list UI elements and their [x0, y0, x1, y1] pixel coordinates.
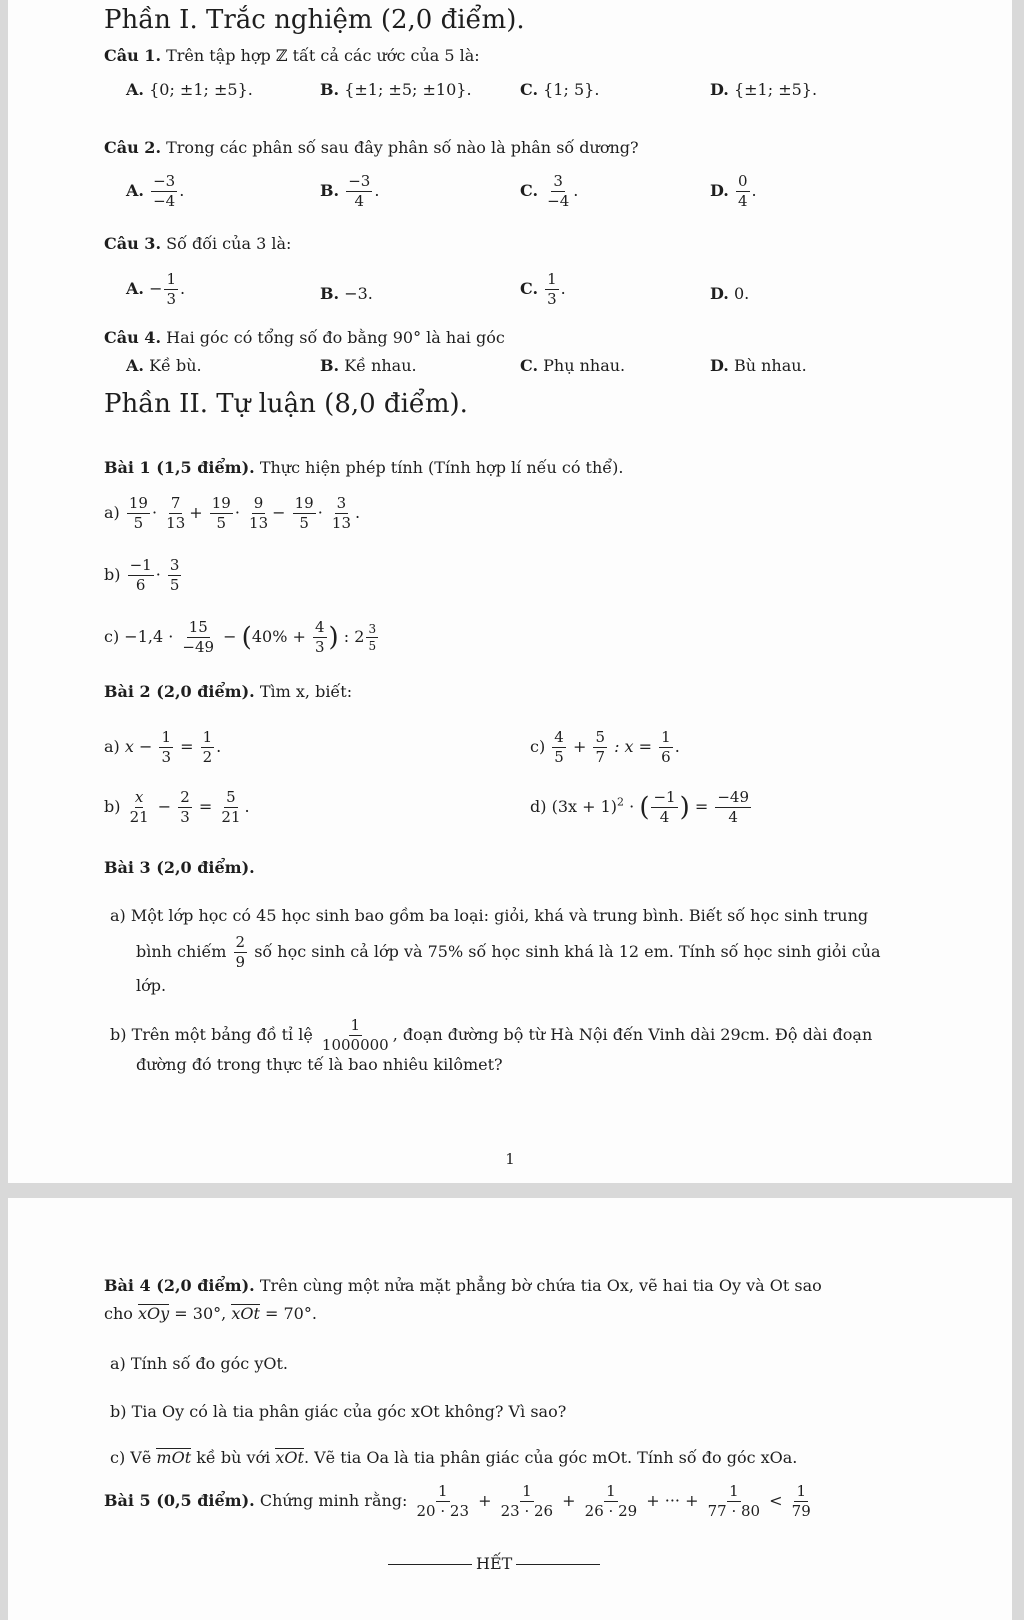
bai2-b: b) $\frac{x}{21}$ − $\frac{2}{3}$ = $\frac{5}{21}$ .: [104, 788, 250, 826]
q4-label: Câu 4.: [104, 328, 162, 347]
q1-stem: [104, 46, 480, 66]
bai2-c: c) $\frac{4}{5}$ + $\frac{5}{7}$ : x = $\frac{1}{6}$ .: [530, 728, 680, 766]
bai3-a-line2: bình chiếm $\frac{2}{9}$ số học sinh cả lớp và 75% số học sinh khá là 12 em. Tính số học sinh giỏi của: [136, 933, 881, 971]
q2-option-d: D. $\frac{0}{4}$ .: [710, 172, 757, 210]
bai4-a: a) Tính số đo góc yOt.: [110, 1354, 288, 1373]
bai2-stem: [104, 682, 352, 702]
bai3-b-line2: đường đó trong thực tế là bao nhiêu kilômet?: [136, 1055, 503, 1074]
page-number: 1: [505, 1150, 515, 1168]
q2-label: Câu 2.: [104, 138, 162, 157]
q3-option-a: A. − $\frac{1}{3}$ .: [126, 270, 186, 308]
q4-option-c: C. Phụ nhau.: [520, 356, 626, 375]
exam-page-1: [8, 0, 1012, 1183]
q4-option-a: A. Kề bù.: [126, 356, 202, 375]
bai2-d: d) $(3x + 1)^2$ · ( $\frac{-1}{4}$ ) = $\frac{-49}{4}$: [530, 788, 749, 826]
q3-label: Câu 3.: [104, 234, 162, 253]
q3-option-d: D. 0.: [710, 284, 750, 303]
bai2-label: Bài 2 (2,0 điểm).: [104, 682, 255, 701]
bai4-text: Trên cùng một nửa mặt phẳng bờ chứa tia Ox, vẽ hai tia Oy và Ot sao: [259, 1276, 822, 1295]
bai5-text: Chứng minh rằng:: [259, 1491, 408, 1510]
bai5: Bài 5 (0,5 điểm). Chứng minh rằng: $\frac{1}{20 \cdot 23}$ + $\frac{1}{23 \cdot 26}$ + $\frac{1}{26 \cdot 29}$ + ··· + $\frac{1}{77 \cdot 80}$ < $\frac{1}{79}$: [104, 1482, 811, 1520]
end-marker: HẾT: [384, 1554, 604, 1574]
q1-text: Trên tập hợp ℤ tất cả các ước của 5 là:: [166, 46, 480, 65]
part2-title: Phần II. Tự luận (8,0 điểm).: [104, 389, 468, 419]
bai1-text: Thực hiện phép tính (Tính hợp lí nếu có thể).: [259, 458, 624, 477]
q3-text: Số đối của 3 là:: [166, 234, 292, 253]
bai4-b: b) Tia Oy có là tia phân giác của góc xOt không? Vì sao?: [110, 1402, 567, 1421]
bai1-c: c) −1,4 · $\frac{15}{-49}$ − (40% + $\frac{4}{3}$ ) : 2 $\frac{3}{5}$: [104, 618, 377, 656]
q2-option-c: C. $\frac{3}{-4}$ .: [520, 172, 579, 210]
q1-option-c: C. {1; 5}.: [520, 80, 600, 99]
end-rule-right: [516, 1564, 600, 1565]
q4-option-b: B. Kề nhau.: [320, 356, 417, 375]
bai3-b-line1: b) Trên một bảng đồ tỉ lệ $\frac{1}{1000000}$ , đoạn đường bộ từ Hà Nội đến Vinh dài 29cm. Độ dài đoạn: [110, 1016, 873, 1054]
bai3-a-line3: lớp.: [136, 976, 167, 995]
q1-option-b: B. {±1; ±5; ±10}.: [320, 80, 472, 99]
bai3-label: Bài 3 (2,0 điểm).: [104, 858, 255, 877]
bai4-line2: cho xOy = 30°, xOt = 70°.: [104, 1304, 317, 1323]
q1-option-a: A. {0; ±1; ±5}.: [126, 80, 253, 99]
q4-option-d: D. Bù nhau.: [710, 356, 807, 375]
bai4-label: Bài 4 (2,0 điểm).: [104, 1276, 255, 1295]
q3-option-b: B. −3.: [320, 284, 373, 303]
q1-label: Câu 1.: [104, 46, 162, 65]
part1-title: Phần I. Trắc nghiệm (2,0 điểm).: [104, 5, 525, 35]
exam-page-2: [8, 1198, 1012, 1620]
q3-stem: [104, 234, 291, 254]
bai2-text: Tìm x, biết:: [259, 682, 353, 701]
bai1-a: a) $\frac{19}{5}$ · $\frac{7}{13}$ + $\frac{19}{5}$ · $\frac{9}{13}$ − $\frac{19}{5}$ · $\frac{3}{13}$ .: [104, 494, 361, 532]
bai1-b: b) $\frac{-1}{6}$ · $\frac{3}{5}$: [104, 556, 180, 594]
q4-text: Hai góc có tổng số đo bằng 90° là hai góc: [166, 328, 505, 347]
q2-stem: [104, 138, 639, 158]
end-rule-left: [388, 1564, 472, 1565]
bai1-stem: [104, 458, 623, 478]
bai2-a: a) x − $\frac{1}{3}$ = $\frac{1}{2}$ .: [104, 728, 222, 766]
q2-text: Trong các phân số sau đây phân số nào là phân số dương?: [166, 138, 639, 157]
q1-option-d: D. {±1; ±5}.: [710, 80, 818, 99]
bai4-stem: [104, 1276, 822, 1296]
bai1-label: Bài 1 (1,5 điểm).: [104, 458, 255, 477]
q3-option-c: C. $\frac{1}{3}$ .: [520, 270, 566, 308]
bai4-c: c) Vẽ mOt kề bù với xOt. Vẽ tia Oa là tia phân giác của góc mOt. Tính số đo góc xOa.: [110, 1448, 798, 1467]
q4-stem: [104, 328, 505, 348]
q2-option-b: B. $\frac{-3}{4}$ .: [320, 172, 380, 210]
bai3-a-line1: a) Một lớp học có 45 học sinh bao gồm ba loại: giỏi, khá và trung bình. Biết số học sinh trung: [110, 906, 869, 925]
bai5-label: Bài 5 (0,5 điểm).: [104, 1491, 255, 1510]
q2-option-a: A. $\frac{-3}{-4}$ .: [126, 172, 185, 210]
